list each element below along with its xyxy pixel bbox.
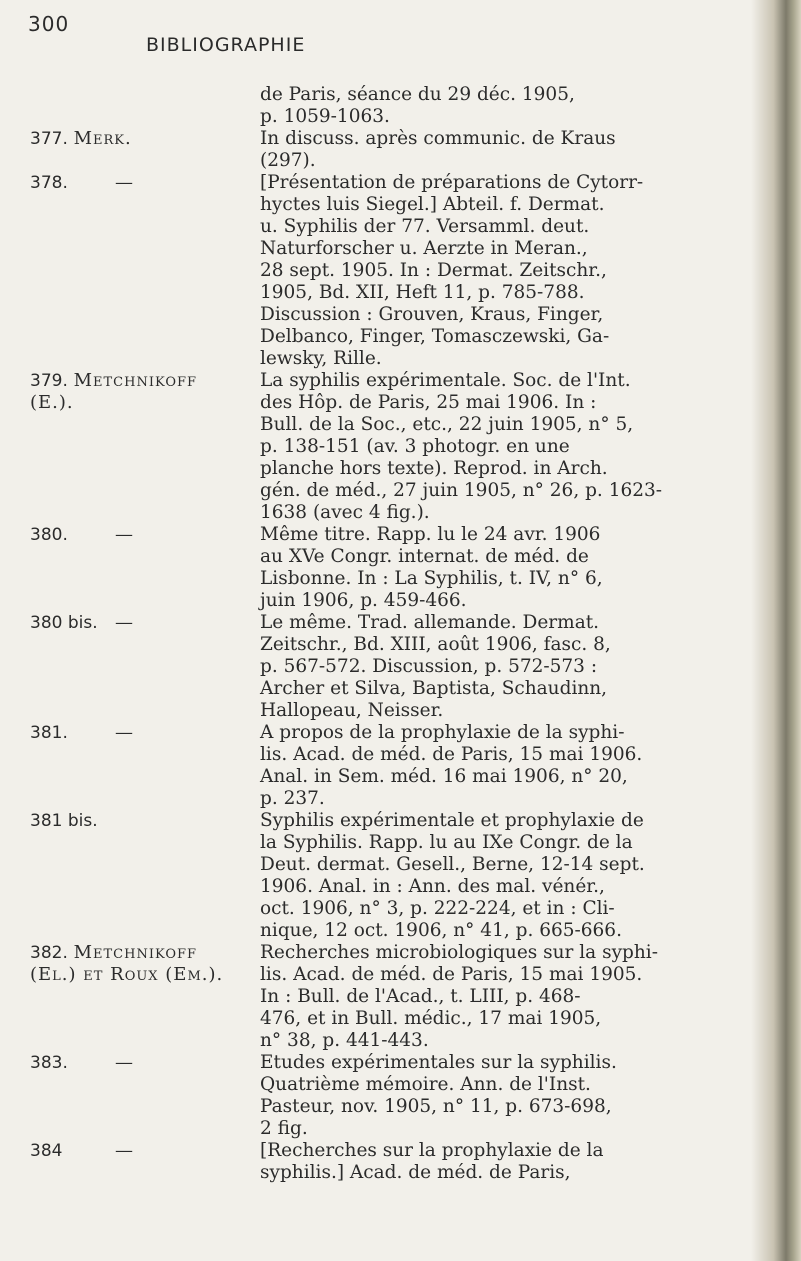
bibliography-entry: [30, 810, 750, 942]
entry-number: 382.: [30, 943, 68, 963]
entry-body: [260, 942, 750, 1052]
entry-number: 378.: [30, 173, 68, 193]
entry-line: Archer et Silva, Baptista, Schaudinn,: [260, 678, 608, 699]
entry-author: Metchnikoff (El.) et Roux (Em.).: [30, 942, 224, 985]
entry-line: syphilis.] Acad. de méd. de Paris,: [260, 1162, 571, 1183]
entry-line: la Syphilis. Rapp. lu au IXe Congr. de la: [260, 832, 633, 853]
entry-line: Recherches microbiologiques sur la syphi-: [260, 942, 658, 963]
entry-line: Quatrième mémoire. Ann. de l'Inst.: [260, 1074, 591, 1095]
entry-line: u. Syphilis der 77. Versamml. deut.: [260, 216, 590, 237]
entry-line: lis. Acad. de méd. de Paris, 15 mai 1905.: [260, 964, 643, 985]
entry-line: de Paris, séance du 29 déc. 1905,: [260, 84, 575, 105]
entry-line: juin 1906, p. 459-466.: [260, 590, 467, 611]
entry-line: Delbanco, Finger, Tomasczewski, Ga-: [260, 326, 610, 347]
bibliography-entry: [30, 172, 750, 370]
entry-number: 380 bis.: [30, 613, 98, 633]
entry-line: Etudes expérimentales sur la syphilis.: [260, 1052, 617, 1073]
entry-number: 380.: [30, 525, 68, 545]
entry-label: [30, 1140, 245, 1162]
continuation-entry: [30, 84, 750, 128]
entry-line: A propos de la prophylaxie de la syphi-: [260, 722, 625, 743]
entry-line: 1906. Anal. in : Ann. des mal. vénér.,: [260, 876, 605, 897]
page-header: [28, 12, 728, 56]
entry-line: des Hôp. de Paris, 25 mai 1906. In :: [260, 392, 597, 413]
entry-line: (297).: [260, 150, 316, 171]
entry-body: [260, 1140, 750, 1184]
entry-line: Hallopeau, Neisser.: [260, 700, 444, 721]
entry-line: lewsky, Rille.: [260, 348, 382, 369]
entry-author: —: [115, 722, 133, 743]
entry-line: [Présentation de préparations de Cytorr-: [260, 172, 644, 193]
entry-label: [30, 810, 245, 832]
entry-line: nique, 12 oct. 1906, n° 41, p. 665-666.: [260, 920, 622, 941]
entry-line: 1905, Bd. XII, Heft 11, p. 785-788.: [260, 282, 585, 303]
entry-line: Deut. dermat. Gesell., Berne, 12-14 sept.: [260, 854, 645, 875]
bibliography-list: [30, 84, 750, 1184]
entry-line: 28 sept. 1905. In : Dermat. Zeitschr.,: [260, 260, 607, 281]
entry-label: [30, 1052, 245, 1074]
entry-body: [260, 370, 750, 524]
entry-line: Syphilis expérimentale et prophylaxie de: [260, 810, 644, 831]
entry-label: [30, 942, 245, 986]
entry-number: 383.: [30, 1053, 68, 1073]
entry-line: p. 1059-1063.: [260, 106, 390, 127]
entry-line: Même titre. Rapp. lu le 24 avr. 1906: [260, 524, 601, 545]
page-edge-shadow: [751, 0, 801, 1261]
entry-author: —: [115, 524, 133, 545]
entry-line: p. 237.: [260, 788, 325, 809]
entry-author: —: [115, 172, 133, 193]
entry-author: —: [115, 1140, 133, 1161]
entry-line: Anal. in Sem. méd. 16 mai 1906, n° 20,: [260, 766, 628, 787]
entry-body: [260, 612, 750, 722]
entry-line: au XVe Congr. internat. de méd. de: [260, 546, 589, 567]
bibliography-entry: [30, 128, 750, 172]
entry-body: [260, 172, 750, 370]
entry-label: [30, 524, 245, 546]
entry-line: La syphilis expérimentale. Soc. de l'Int.: [260, 370, 631, 391]
entry-number: 377.: [30, 129, 68, 149]
entry-line: Naturforscher u. Aerzte in Meran.,: [260, 238, 588, 259]
entry-line: Lisbonne. In : La Syphilis, t. IV, n° 6,: [260, 568, 603, 589]
entry-number: 384: [30, 1141, 63, 1161]
entry-author: —: [115, 612, 133, 633]
entry-label: [30, 172, 245, 194]
entry-body: [260, 1052, 750, 1140]
entry-line: In : Bull. de l'Acad., t. LIII, p. 468-: [260, 986, 581, 1007]
entry-line: In discuss. après communic. de Kraus: [260, 128, 616, 149]
entry-line: p. 138-151 (av. 3 photogr. en une: [260, 436, 570, 457]
entry-body: [260, 84, 750, 128]
bibliography-entry: [30, 1140, 750, 1184]
entry-label: [30, 128, 245, 150]
entry-body: [260, 810, 750, 942]
bibliography-entry: [30, 612, 750, 722]
entry-line: [Recherches sur la prophylaxie de la: [260, 1140, 604, 1161]
entry-line: gén. de méd., 27 juin 1905, n° 26, p. 1623-: [260, 480, 663, 501]
page-number: 300: [28, 12, 70, 36]
entry-author: Metchnikoff (E.).: [30, 370, 198, 413]
entry-number: 381.: [30, 723, 68, 743]
entry-line: p. 567-572. Discussion, p. 572-573 :: [260, 656, 598, 677]
entry-line: 476, et in Bull. médic., 17 mai 1905,: [260, 1008, 602, 1029]
entry-body: [260, 722, 750, 810]
entry-author: Merk.: [73, 128, 132, 149]
entry-line: Zeitschr., Bd. XIII, août 1906, fasc. 8,: [260, 634, 611, 655]
entry-line: lis. Acad. de méd. de Paris, 15 mai 1906.: [260, 744, 643, 765]
bibliography-entry: [30, 942, 750, 1052]
entry-body: [260, 128, 750, 172]
entry-label: [30, 722, 245, 744]
entry-line: oct. 1906, n° 3, p. 222-224, et in : Cli-: [260, 898, 615, 919]
running-title: BIBLIOGRAPHIE: [146, 34, 306, 56]
bibliography-entry: [30, 722, 750, 810]
entry-label: [30, 370, 245, 414]
entry-number: 379.: [30, 371, 68, 391]
bibliography-entry: [30, 524, 750, 612]
entry-line: hyctes luis Siegel.] Abteil. f. Dermat.: [260, 194, 605, 215]
entry-author: —: [115, 1052, 133, 1073]
entry-line: Le même. Trad. allemande. Dermat.: [260, 612, 600, 633]
bibliography-entry: [30, 370, 750, 524]
entry-line: planche hors texte). Reprod. in Arch.: [260, 458, 608, 479]
entry-line: n° 38, p. 441-443.: [260, 1030, 429, 1051]
entry-line: 1638 (avec 4 fig.).: [260, 502, 430, 523]
entry-line: Discussion : Grouven, Kraus, Finger,: [260, 304, 604, 325]
entry-label: [30, 612, 245, 634]
entry-line: Pasteur, nov. 1905, n° 11, p. 673-698,: [260, 1096, 612, 1117]
entry-body: [260, 524, 750, 612]
entry-number: 381 bis.: [30, 811, 98, 831]
entry-line: 2 fig.: [260, 1118, 308, 1139]
bibliography-entry: [30, 1052, 750, 1140]
entry-line: Bull. de la Soc., etc., 22 juin 1905, n° 5,: [260, 414, 634, 435]
